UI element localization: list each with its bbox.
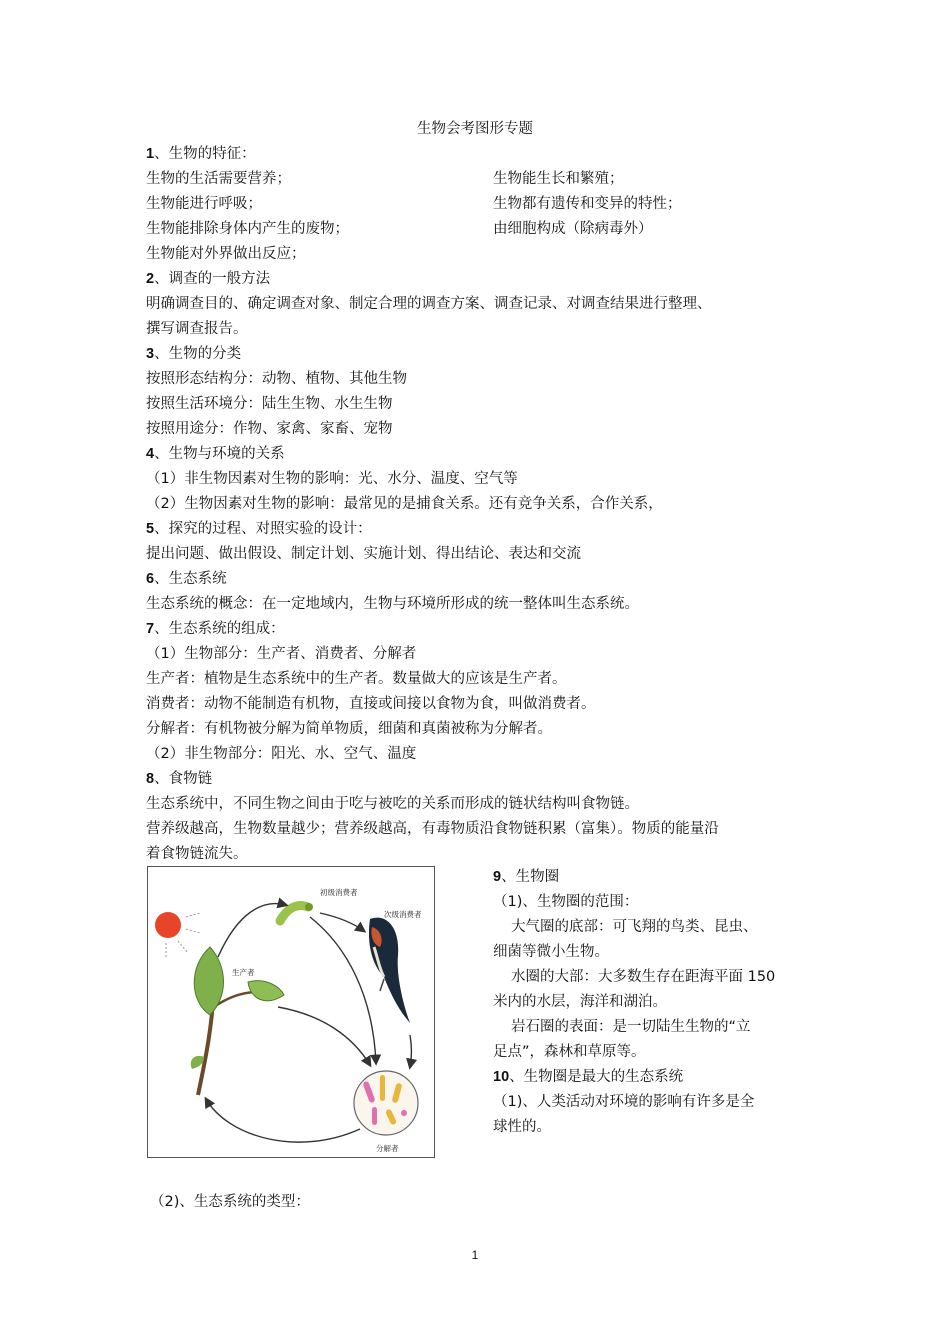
section-7-heading: 7、生态系统的组成： xyxy=(146,621,285,637)
section-8-heading: 8、食物链 xyxy=(146,771,213,787)
arrow-secondary-to-decomposer xyxy=(410,1035,412,1067)
arrow-producer-to-decomposer xyxy=(278,1007,370,1065)
s8-line-1: 生态系统中，不同生物之间由于吃与被吃的关系而形成的链状结构叫食物链。 xyxy=(146,796,639,812)
section-9-heading: 9、生物圈 xyxy=(493,869,560,885)
page-number: 1 xyxy=(471,1248,479,1262)
bird-icon xyxy=(369,918,410,1023)
section-1-heading: 1、生物的特征： xyxy=(146,146,256,162)
ecosystem-types-heading: （2)、生态系统的类型： xyxy=(150,1194,310,1210)
section-10-heading: 10、生物圈是最大的生态系统 xyxy=(493,1069,684,1085)
s6-line-1: 生态系统的概念：在一定地域内，生物与环境所形成的统一整体叫生态系统。 xyxy=(146,596,639,612)
s3-line-2: 按照生活环境分：陆生生物、水生生物 xyxy=(146,396,393,412)
decomposer-label: 分解者 xyxy=(376,1144,399,1153)
s9-line-6: 岩石圈的表面：是一切陆生生物的“立 xyxy=(511,1019,751,1035)
s8-line-2: 营养级越高，生物数量越少；营养级越高，有毒物质沿食物链积累（富集）。物质的能量沿 xyxy=(146,821,719,837)
s4-line-2: （2）生物因素对生物的影响：最常见的是捕食关系。还有竞争关系，合作关系， xyxy=(146,496,663,512)
section-4-heading: 4、生物与环境的关系 xyxy=(146,446,285,462)
caterpillar-icon xyxy=(280,903,313,921)
s9-line-2: 大气圈的底部：可飞翔的鸟类、昆虫、 xyxy=(511,919,758,935)
arrow-primary-to-secondary xyxy=(320,913,364,931)
s9-line-5: 米内的水层，海洋和湖泊。 xyxy=(493,994,667,1010)
s10-line-1: （1)、人类活动对环境的影响有许多是全 xyxy=(493,1094,755,1110)
producer-label: 生产者 xyxy=(232,968,255,977)
primary-consumer-label: 初级消费者 xyxy=(320,888,358,897)
s1-left-4: 生物能对外界做出反应； xyxy=(146,246,306,262)
food-chain-figure xyxy=(147,866,435,1158)
s7-line-4: 分解者：有机物被分解为简单物质，细菌和真菌被称为分解者。 xyxy=(146,721,552,737)
section-6-heading: 6、生态系统 xyxy=(146,571,227,587)
s3-line-3: 按照用途分：作物、家禽、家畜、宠物 xyxy=(146,421,393,437)
food-chain-diagram xyxy=(148,867,434,1157)
section-5-heading: 5、探究的过程、对照实验的设计： xyxy=(146,521,372,537)
s7-line-5: （2）非生物部分：阳光、水、空气、温度 xyxy=(146,746,417,762)
s1-right-2: 生物都有遗传和变异的特性； xyxy=(493,196,682,212)
s9-line-3: 细菌等微小生物。 xyxy=(493,944,609,960)
s2-line-1: 明确调查目的、确定调查对象、制定合理的调查方案、调查记录、对调查结果进行整理、 xyxy=(146,296,712,312)
s1-left-3: 生物能排除身体内产生的废物； xyxy=(146,221,349,237)
s3-line-1: 按照形态结构分：动物、植物、其他生物 xyxy=(146,371,407,387)
s5-line-1: 提出问题、做出假设、制定计划、实施计划、得出结论、表达和交流 xyxy=(146,546,581,562)
s1-right-3: 由细胞构成（除病毒外） xyxy=(493,221,653,237)
s9-line-7: 足点”，森林和草原等。 xyxy=(493,1044,646,1060)
s9-line-1: （1)、生物圈的范围： xyxy=(493,894,639,910)
s1-left-2: 生物能进行呼吸； xyxy=(146,196,262,212)
s8-line-3: 着食物链流失。 xyxy=(146,846,248,862)
arrow-decomposer-to-producer xyxy=(206,1099,360,1142)
arrow-producer-to-primary xyxy=(218,904,286,957)
s7-line-2: 生产者：植物是生态系统中的生产者。数量做大的应该是生产者。 xyxy=(146,671,567,687)
s7-line-3: 消费者：动物不能制造有机物，直接或间接以食物为食，叫做消费者。 xyxy=(146,696,596,712)
document-title: 生物会考图形专题 xyxy=(417,121,533,137)
s9-line-4: 水圈的大部：大多数生存在距海平面 150 xyxy=(511,969,776,985)
secondary-consumer-label: 次级消费者 xyxy=(384,910,422,919)
arrow-primary-to-decomposer xyxy=(310,917,376,1063)
s7-line-1: （1）生物部分：生产者、消费者、分解者 xyxy=(146,646,417,662)
decomposer-circle-icon xyxy=(354,1071,418,1135)
section-2-heading: 2、调查的一般方法 xyxy=(146,271,271,287)
s1-right-1: 生物能生长和繁殖； xyxy=(493,171,624,187)
s2-line-2: 撰写调查报告。 xyxy=(146,321,248,337)
section-3-heading: 3、生物的分类 xyxy=(146,346,242,362)
sun-icon xyxy=(155,912,200,959)
s4-line-1: （1）非生物因素对生物的影响：光、水分、温度、空气等 xyxy=(146,471,518,487)
s10-line-2: 球性的。 xyxy=(493,1119,551,1135)
s1-left-1: 生物的生活需要营养； xyxy=(146,171,291,187)
